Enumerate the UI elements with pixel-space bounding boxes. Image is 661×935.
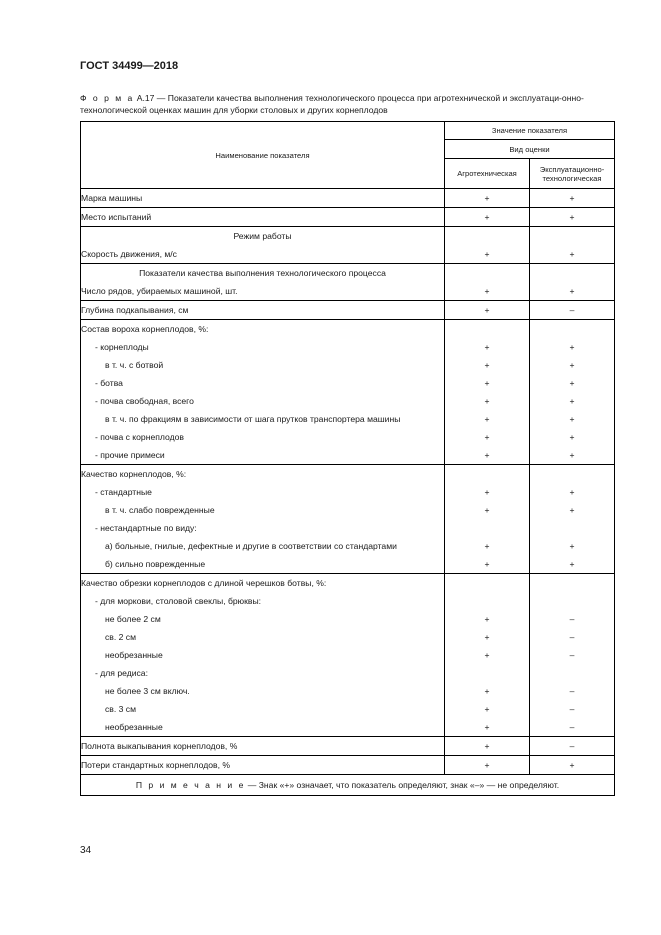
row-expl-mark: – — [530, 628, 615, 646]
row-agro-mark: + — [445, 610, 530, 628]
row-agro-mark: + — [445, 301, 530, 320]
row-expl-mark: + — [530, 374, 615, 392]
table-row — [81, 356, 615, 374]
row-agro-mark — [445, 664, 530, 682]
table-row — [81, 501, 615, 519]
row-expl-mark: – — [530, 301, 615, 320]
table-row — [81, 227, 615, 246]
row-expl-mark: – — [530, 682, 615, 700]
table-row — [81, 610, 615, 628]
row-agro-mark: + — [445, 282, 530, 301]
table-row — [81, 446, 615, 465]
row-agro-mark: + — [445, 392, 530, 410]
row-agro-mark: + — [445, 356, 530, 374]
row-agro-mark — [445, 574, 530, 593]
table-row — [81, 301, 615, 320]
row-agro-mark: + — [445, 737, 530, 756]
row-expl-mark: + — [530, 428, 615, 446]
row-agro-mark: + — [445, 501, 530, 519]
row-agro-mark: + — [445, 446, 530, 465]
table-row — [81, 628, 615, 646]
row-name: Число рядов, убираемых машиной, шт. — [81, 282, 445, 301]
row-expl-mark: – — [530, 737, 615, 756]
row-expl-mark: + — [530, 245, 615, 264]
table-row — [81, 519, 615, 537]
row-agro-mark — [445, 592, 530, 610]
document-standard-title: ГОСТ 34499—2018 — [80, 60, 179, 72]
table-row — [81, 483, 615, 501]
table-row — [81, 646, 615, 664]
row-expl-mark: + — [530, 208, 615, 227]
row-name: не более 2 см — [81, 610, 445, 628]
table-note — [81, 775, 615, 796]
row-name: б) сильно поврежденные — [81, 555, 445, 574]
column-header-agro: Агротехническая — [445, 159, 530, 189]
row-expl-mark: + — [530, 756, 615, 775]
table-row — [81, 574, 615, 593]
row-expl-mark: – — [530, 646, 615, 664]
form-caption — [80, 92, 615, 116]
row-agro-mark: + — [445, 338, 530, 356]
row-agro-mark: + — [445, 245, 530, 264]
table-row — [81, 737, 615, 756]
table-row — [81, 555, 615, 574]
row-name: Потери стандартных корнеплодов, % — [81, 756, 445, 775]
row-name: - прочие примеси — [81, 446, 445, 465]
indicators-table — [80, 121, 615, 796]
row-expl-mark: + — [530, 410, 615, 428]
row-agro-mark: + — [445, 756, 530, 775]
row-expl-mark — [530, 320, 615, 339]
row-name: - для моркови, столовой свеклы, брюквы: — [81, 592, 445, 610]
row-agro-mark: + — [445, 537, 530, 555]
row-agro-mark: + — [445, 189, 530, 208]
row-expl-mark: – — [530, 718, 615, 737]
row-name: Качество корнеплодов, %: — [81, 465, 445, 484]
row-name: необрезанные — [81, 718, 445, 737]
note-text: — Знак «+» означает, что показатель определяют, знак «–» — не определяют. — [245, 780, 560, 790]
row-agro-mark: + — [445, 646, 530, 664]
row-agro-mark — [445, 227, 530, 246]
row-name: в т. ч. слабо поврежденные — [81, 501, 445, 519]
row-name: - почва с корнеплодов — [81, 428, 445, 446]
table-row — [81, 374, 615, 392]
page-number: 34 — [80, 845, 92, 856]
row-expl-mark: + — [530, 446, 615, 465]
row-name: Показатели качества выполнения технологического процесса — [81, 264, 445, 283]
row-agro-mark — [445, 519, 530, 537]
table-row — [81, 338, 615, 356]
table-note-row — [81, 775, 615, 796]
table-row — [81, 189, 615, 208]
table-row — [81, 537, 615, 555]
row-name: Марка машины — [81, 189, 445, 208]
row-expl-mark: + — [530, 338, 615, 356]
row-name: Полнота выкапывания корнеплодов, % — [81, 737, 445, 756]
row-expl-mark: + — [530, 555, 615, 574]
row-expl-mark — [530, 519, 615, 537]
row-name: Состав вороха корнеплодов, %: — [81, 320, 445, 339]
row-name: - ботва — [81, 374, 445, 392]
row-name: Качество обрезки корнеплодов с длиной черешков ботвы, %: — [81, 574, 445, 593]
table-row — [81, 465, 615, 484]
row-expl-mark: + — [530, 537, 615, 555]
row-agro-mark: + — [445, 682, 530, 700]
column-header-kind: Вид оценки — [445, 140, 615, 159]
table-row — [81, 392, 615, 410]
column-header-expl — [530, 159, 615, 189]
column-header-expl-line1: Эксплуатационно- — [539, 164, 605, 174]
row-agro-mark: + — [445, 628, 530, 646]
row-name: - для редиса: — [81, 664, 445, 682]
row-name: св. 3 см — [81, 700, 445, 718]
row-expl-mark: + — [530, 189, 615, 208]
row-name: - стандартные — [81, 483, 445, 501]
table-row — [81, 410, 615, 428]
table-row — [81, 264, 615, 283]
row-name: - нестандартные по виду: — [81, 519, 445, 537]
row-expl-mark: – — [530, 610, 615, 628]
row-name: Режим работы — [81, 227, 445, 246]
table-row — [81, 320, 615, 339]
row-agro-mark: + — [445, 374, 530, 392]
row-expl-mark: + — [530, 483, 615, 501]
row-agro-mark: + — [445, 700, 530, 718]
row-name: необрезанные — [81, 646, 445, 664]
table-row — [81, 718, 615, 737]
form-caption-text: А.17 — Показатели качества выполнения технологического процесса при агротехнической и эксплуатаци-онно-технологической оценках машин для уборки столовых и других корнеплодов — [80, 93, 584, 115]
row-expl-mark — [530, 227, 615, 246]
row-name: Место испытаний — [81, 208, 445, 227]
row-expl-mark — [530, 592, 615, 610]
row-name: а) больные, гнилые, дефектные и другие в соответствии со стандартами — [81, 537, 445, 555]
row-expl-mark: + — [530, 392, 615, 410]
row-name: - почва свободная, всего — [81, 392, 445, 410]
column-header-expl-line2: технологическая — [542, 173, 602, 183]
row-name: - корнеплоды — [81, 338, 445, 356]
row-expl-mark: + — [530, 501, 615, 519]
row-agro-mark — [445, 465, 530, 484]
row-name: в т. ч. с ботвой — [81, 356, 445, 374]
row-name: св. 2 см — [81, 628, 445, 646]
row-agro-mark: + — [445, 208, 530, 227]
table-row — [81, 208, 615, 227]
column-header-value: Значение показателя — [445, 122, 615, 140]
row-expl-mark — [530, 574, 615, 593]
row-agro-mark: + — [445, 410, 530, 428]
table-row — [81, 592, 615, 610]
table-row — [81, 682, 615, 700]
row-expl-mark — [530, 264, 615, 283]
row-expl-mark: + — [530, 282, 615, 301]
note-label: П р и м е ч а н и е — [135, 780, 246, 790]
table-row — [81, 282, 615, 301]
column-header-name: Наименование показателя — [81, 122, 445, 189]
row-agro-mark: + — [445, 428, 530, 446]
table-row — [81, 700, 615, 718]
row-name: Скорость движения, м/с — [81, 245, 445, 264]
row-agro-mark — [445, 264, 530, 283]
table-row — [81, 756, 615, 775]
row-name: не более 3 см включ. — [81, 682, 445, 700]
row-agro-mark: + — [445, 555, 530, 574]
row-expl-mark: + — [530, 356, 615, 374]
row-expl-mark — [530, 465, 615, 484]
row-expl-mark — [530, 664, 615, 682]
row-name: Глубина подкапывания, см — [81, 301, 445, 320]
table-row — [81, 245, 615, 264]
table-row — [81, 428, 615, 446]
row-name: в т. ч. по фракциям в зависимости от шага прутков транспортера машины — [81, 410, 445, 428]
row-agro-mark — [445, 320, 530, 339]
table-row — [81, 664, 615, 682]
form-label: Ф о р м а — [80, 93, 135, 103]
row-agro-mark: + — [445, 483, 530, 501]
row-expl-mark: – — [530, 700, 615, 718]
row-agro-mark: + — [445, 718, 530, 737]
